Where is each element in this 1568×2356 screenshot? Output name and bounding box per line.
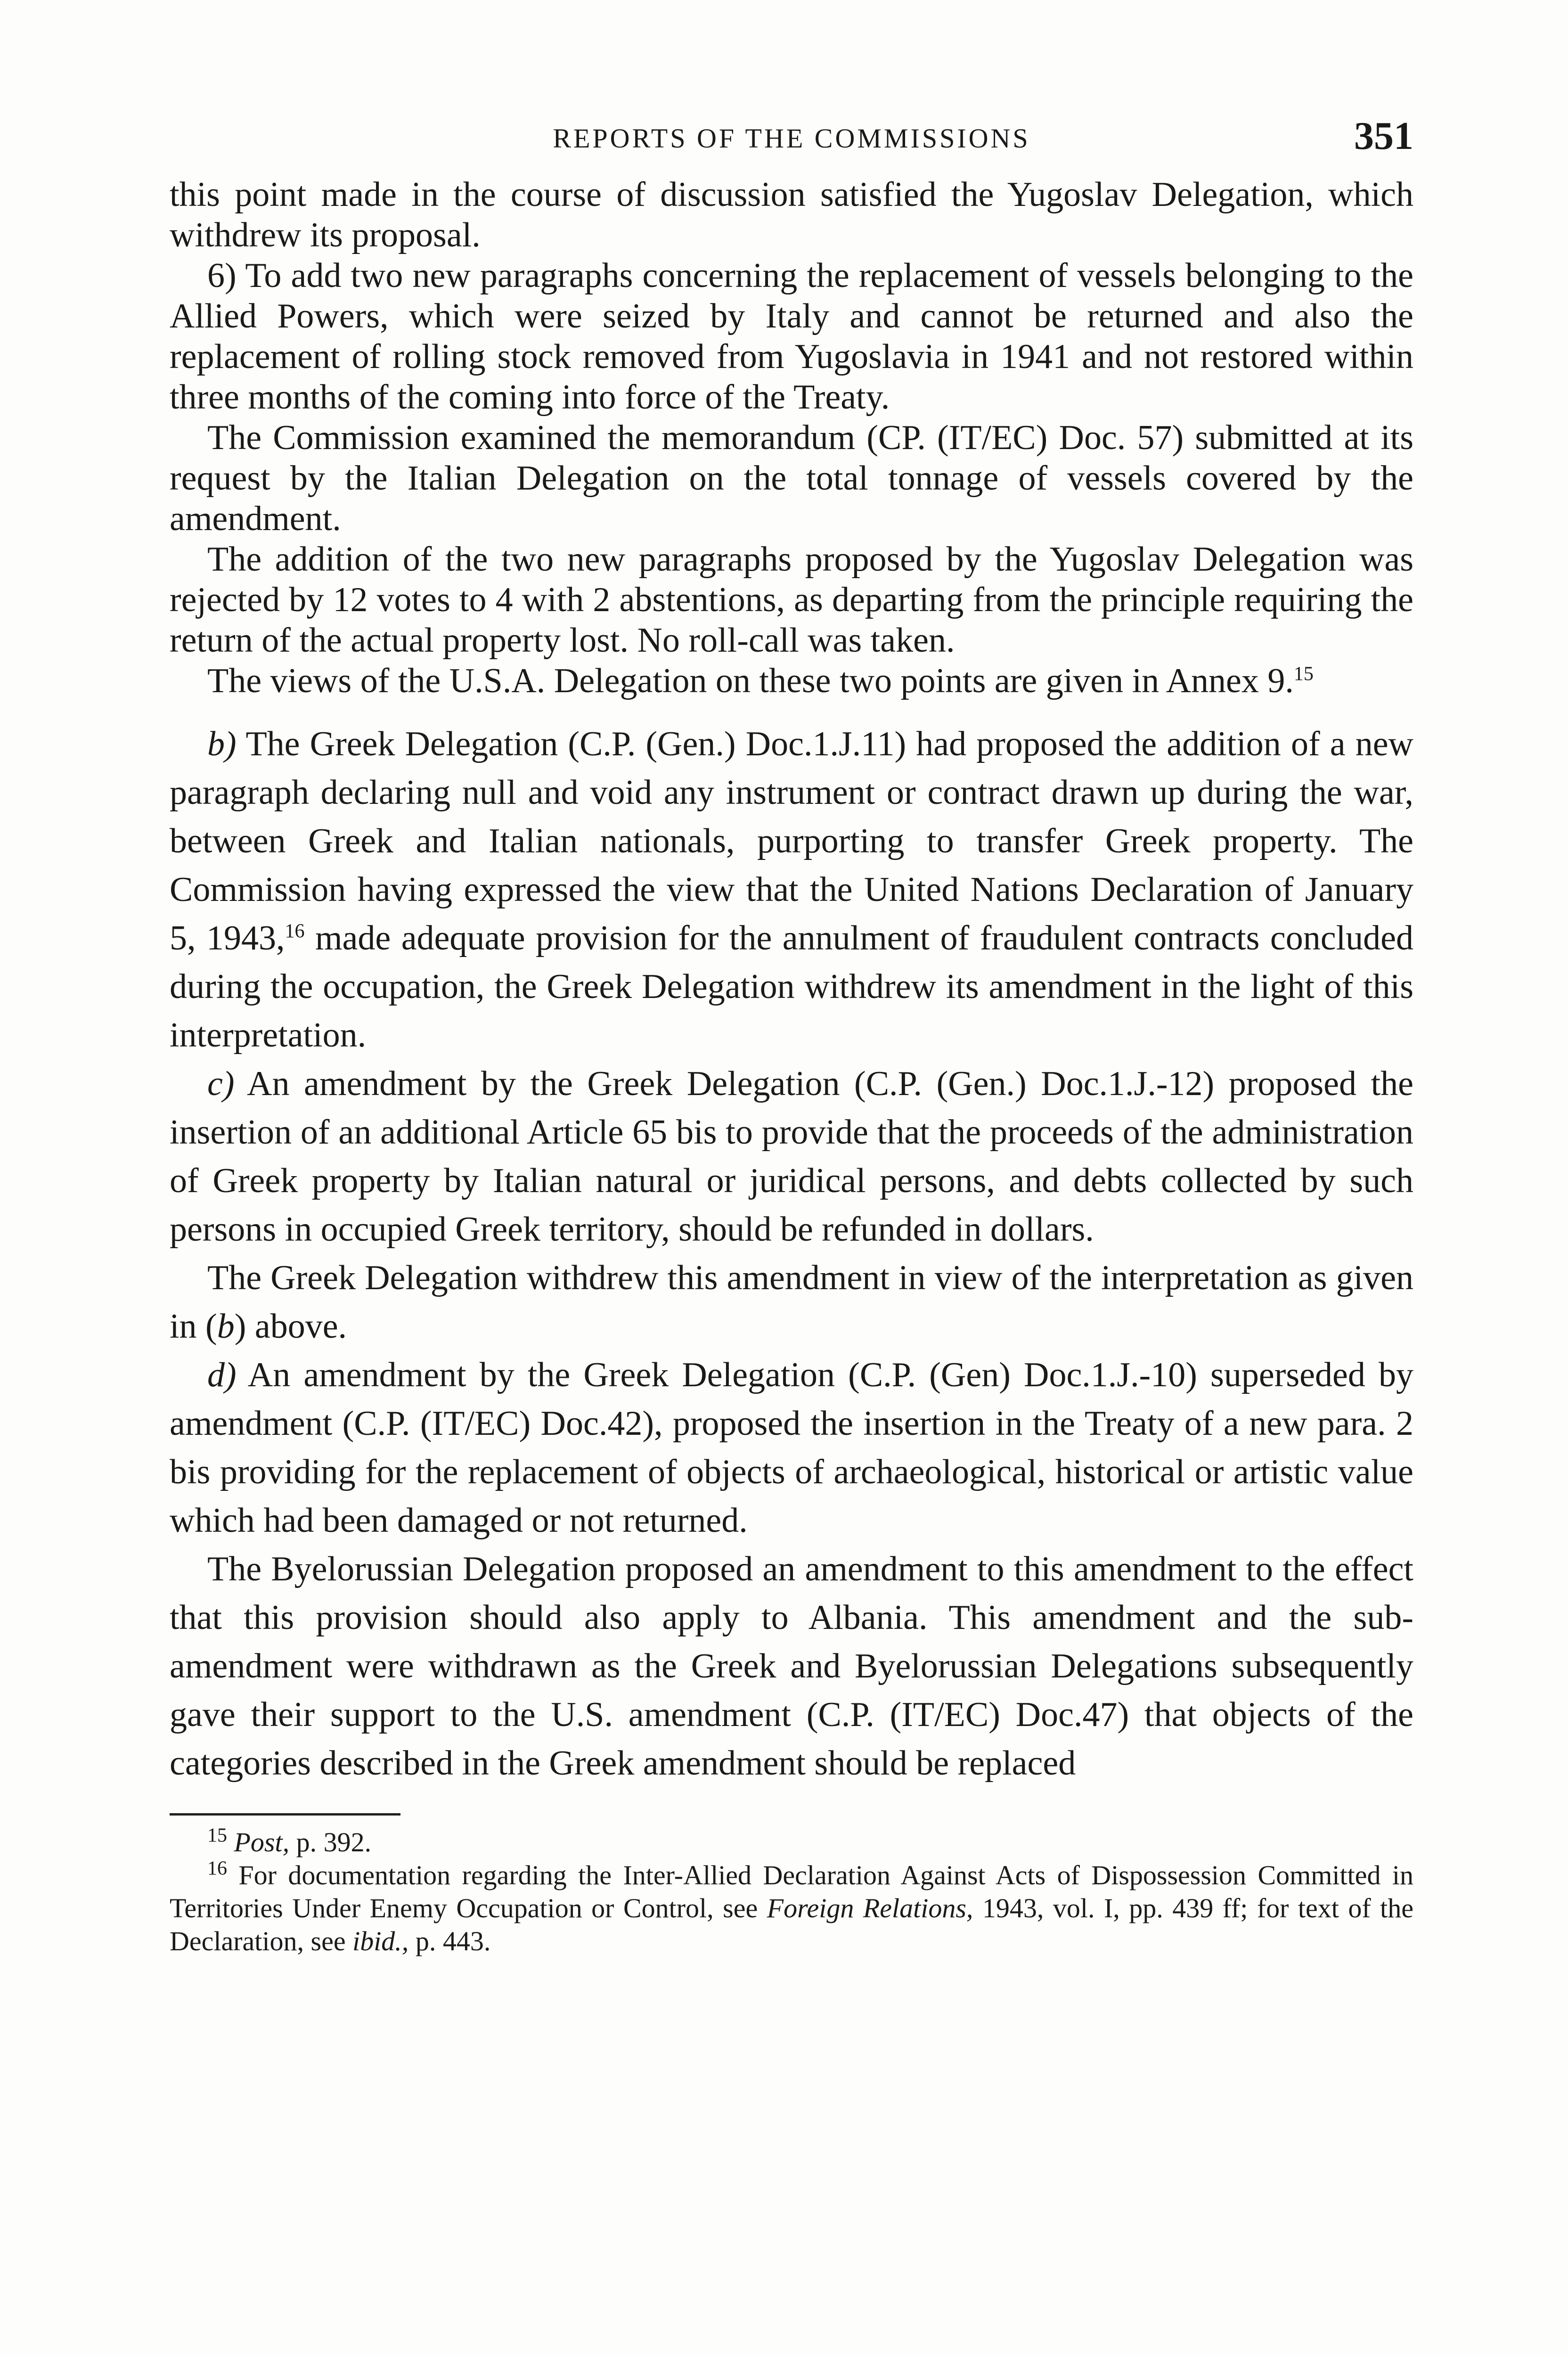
paragraph: The Byelorussian Delegation proposed an amendment to this amendment to the effect that this provision should also apply to Albania. This amendment and the sub-amendment were withdrawn as the Greek and Byelorussian Delegations subsequently gave their support to the U.S. amendment (C.P. (IT/EC) Doc.47) that objects of the categories described in the Greek amendment should be replaced <box>170 1550 1413 1783</box>
item-label: b) <box>207 725 237 763</box>
main-section <box>170 720 1413 1788</box>
top-section <box>170 174 1413 701</box>
paragraph: c) An amendment by the Greek Delegation (C.P. (Gen.) Doc.1.J.-12) proposed the insertion of an additional Article 65 bis to provide that the proceeds of the administration of Greek property by Italian natural or juridical persons, and debts collected by such persons in occupied Greek territory, should be refunded in dollars. <box>170 1064 1413 1249</box>
item-label: c) <box>207 1064 235 1103</box>
page-number: 351 <box>1354 114 1413 158</box>
paragraph: The Commission examined the memorandum (CP. (IT/EC) Doc. 57) submitted at its request by the Italian Delegation on the total tonnage of vessels covered by the amendment. <box>170 418 1413 538</box>
paragraph: b) The Greek Delegation (C.P. (Gen.) Doc.1.J.11) had proposed the addition of a new paragraph declaring null and void any instrument or contract drawn up during the war, between Greek and Italian nationals, purporting to transfer Greek property. The Commission having expressed the view that the United Nations Declaration of January 5, 1943,16 made adequate provision for the annulment of fraudulent contracts concluded during the occupation, the Greek Delegation withdrew its amendment in the light of this interpretation. <box>170 725 1413 1055</box>
footnote-ref: 15 <box>1293 663 1314 685</box>
paragraph: The Greek Delegation withdrew this amendment in view of the interpretation as given in (b) above. <box>170 1259 1413 1346</box>
footnote-ref: 16 <box>285 920 305 942</box>
document-page <box>170 113 1413 1958</box>
footnote-number: 15 <box>207 1824 227 1847</box>
footnote: $^{16}$ For documentation regarding the Inter-Allied Declaration Against Acts of Dispossession Committed in Territories Under Enemy Occupation or Control, see Foreign Relations, 1943, vol. I, pp. 439 ff; for text of the Declaration, see ibid., p. 443. <box>170 1857 1413 1956</box>
footnote-number: 16 <box>207 1857 227 1880</box>
paragraph: The addition of the two new paragraphs proposed by the Yugoslav Delegation was rejected by 12 votes to 4 with 2 abstentions, as departing from the principle requiring the return of the actual property lost. No roll-call was taken. <box>170 540 1413 660</box>
item-ref: b <box>217 1307 235 1346</box>
footnote-divider <box>170 1813 400 1816</box>
paragraph: 6) To add two new paragraphs concerning the replacement of vessels belonging to the Allied Powers, which were seized by Italy and cannot be returned and also the replacement of rolling stock removed from Yugoslavia in 1941 and not restored within three months of the coming into force of the Treaty. <box>170 256 1413 417</box>
footnotes <box>170 1826 1413 1958</box>
paragraph: The views of the U.S.A. Delegation on these two points are given in Annex 9.15 <box>207 662 1314 700</box>
running-head: REPORTS OF THE COMMISSIONS <box>553 123 1030 154</box>
paragraph: this point made in the course of discussion satisfied the Yugoslav Delegation, which withdrew its proposal. <box>170 175 1413 254</box>
item-label: d) <box>207 1356 237 1394</box>
paragraph: d) An amendment by the Greek Delegation (C.P. (Gen) Doc.1.J.-10) superseded by amendment (C.P. (IT/EC) Doc.42), proposed the insertion in the Treaty of a new para. 2 bis providing for the replacement of objects of archaeological, historical or artistic value which had been damaged or not returned. <box>170 1356 1413 1540</box>
page-header <box>170 113 1413 174</box>
footnote: $^{15}$ Post, p. 392. <box>207 1824 372 1857</box>
